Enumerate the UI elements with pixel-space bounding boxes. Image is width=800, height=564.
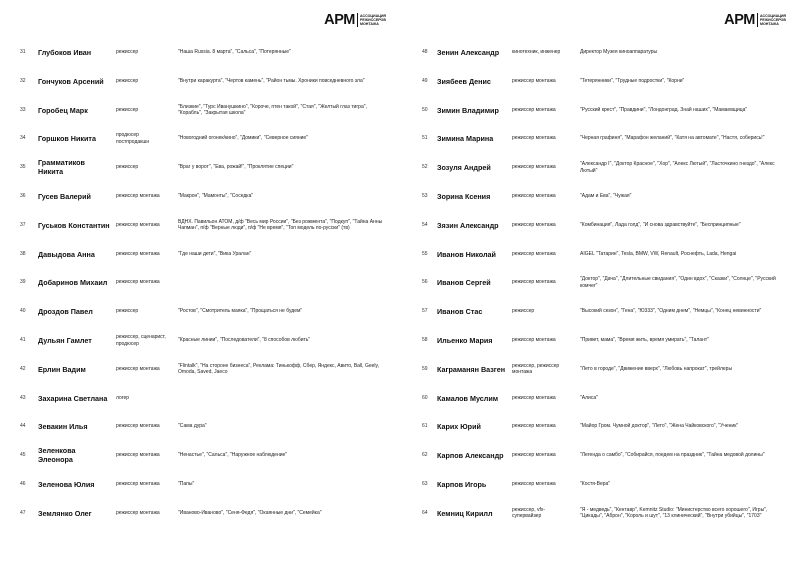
member-row	[0, 416, 400, 436]
member-works: "Александр I", "Доктор Красное", "Хор", "Алекс Лютый", "Ласточкино гнездо", "Алекс Лютый"	[580, 161, 775, 174]
member-row	[400, 359, 800, 379]
member-role: режиссер, сценарист, продюсер	[116, 334, 166, 347]
logo-text: АССОЦИАЦИЯ РЕЖИССЕРОВ МОНТАЖА	[360, 14, 386, 26]
member-number: 53	[422, 193, 428, 199]
member-number: 51	[422, 135, 428, 142]
member-number: 33	[20, 106, 26, 113]
member-row	[400, 388, 800, 408]
member-works: "Русский крест", "Правдини", "Лондонград. Знай наших", "Мамаевщица"	[580, 106, 748, 113]
member-name: Камалов Муслим	[437, 393, 499, 403]
member-name: Горшков Никита	[38, 134, 96, 144]
member-role: продюсер постпродакшн	[116, 132, 150, 145]
member-works: "Ростов", "Смотритель маяка", "Прощаться не будем"	[178, 308, 303, 315]
member-number: 54	[422, 221, 428, 228]
member-name: Захарина Светлана	[38, 393, 108, 403]
member-number: 35	[20, 164, 26, 171]
member-name: Карпов Александр	[437, 451, 504, 461]
member-row	[0, 71, 400, 91]
member-role: режиссер, режиссер монтажа	[512, 362, 560, 376]
member-number: 56	[422, 279, 428, 286]
member-role: режиссер монтажа	[512, 452, 556, 459]
member-row	[0, 186, 400, 206]
member-number: 36	[20, 193, 26, 199]
member-number: 46	[20, 481, 26, 487]
member-role: режиссер	[116, 49, 139, 55]
member-role: кинотехник, инженер	[512, 49, 561, 55]
member-name: Грамматиков Никита	[38, 158, 85, 177]
member-row	[400, 445, 800, 465]
member-works: "Иваново-Иваново", "Сеня-Федя", "Окаянные дни", "Семейка"	[178, 509, 322, 516]
member-role: режиссер монтажа	[512, 221, 556, 228]
member-role: режиссер монтажа	[116, 481, 160, 487]
logo-text: АССОЦИАЦИЯ РЕЖИССЕРОВ МОНТАЖА	[760, 14, 786, 26]
member-works: "Высокий сезон", "Гена", "Ю333", "Одним днем", "Немцы", "Конец невинности"	[580, 308, 762, 315]
member-number: 49	[422, 77, 428, 84]
member-row	[400, 186, 800, 206]
member-name: Иванов Стас	[437, 307, 483, 317]
member-works: Директор Музея киноаппаратуры	[580, 49, 658, 55]
logo-mark: АРМ	[724, 12, 755, 28]
member-number: 47	[20, 509, 26, 516]
member-works: "Макрон", "Мамонты", "Соседка"	[178, 193, 254, 199]
member-row	[0, 42, 400, 62]
member-row	[0, 272, 400, 292]
member-name: Зевакин Илья	[38, 422, 88, 432]
member-name: Гончуков Арсений	[38, 76, 104, 86]
member-works: "Доктор", "Дача", "Длительные свидания", "Один вдох", "Сказки", "Солнце", "Русский комчег"	[580, 276, 776, 289]
logo-divider	[757, 13, 758, 27]
member-role: режиссер монтажа	[512, 337, 556, 343]
member-number: 63	[422, 481, 428, 487]
member-row	[400, 215, 800, 235]
member-works: "Тетерянники", "Трудные подростки", "Корни"	[580, 77, 685, 84]
member-works: ВДНХ. Павильон АТОМ, д/ф "Весь мир России", "Без рожмента", "Подкуп", "Тайна Анны Чапман", п/ф "Верные люди", п/ф "Не время", "Топ модель по-русски" (тв)	[178, 218, 383, 232]
member-number: 31	[20, 49, 26, 55]
member-row	[400, 474, 800, 494]
member-works: "Костя-Вера"	[580, 481, 611, 487]
member-number: 61	[422, 423, 428, 430]
member-works: "Майор Гром. Чумной доктор", "Лето", "Жена Чайковского", "Ученик"	[580, 423, 739, 430]
member-role: режиссер	[116, 77, 139, 84]
member-role: режиссер монтажа	[116, 193, 160, 199]
logo	[324, 12, 392, 28]
member-row	[0, 128, 400, 148]
member-name: Добаринов Михаил	[38, 278, 108, 288]
member-row	[0, 359, 400, 379]
member-row	[400, 301, 800, 321]
member-number: 34	[20, 135, 26, 142]
member-works: "Сама дура"	[178, 423, 207, 430]
member-row	[400, 272, 800, 292]
member-role: режиссер монтажа	[512, 193, 556, 199]
member-number: 45	[20, 452, 26, 459]
member-role: режиссер	[512, 308, 535, 315]
member-row	[0, 388, 400, 408]
member-works: "Комбинация", Лада голд", "И снова здравствуйте", "Беспринципные"	[580, 221, 741, 228]
member-name: Гусев Валерий	[38, 192, 91, 201]
member-works: "Где наши дети", "Вика Уралан"	[178, 250, 252, 257]
member-number: 32	[20, 77, 26, 84]
member-row	[400, 157, 800, 177]
member-role: режиссер	[116, 106, 139, 113]
member-name: Зиябеев Денис	[437, 76, 491, 86]
member-number: 44	[20, 423, 26, 430]
member-role: режиссер монтажа	[512, 394, 556, 401]
member-works: "Легенда о самбо", "Собирайся, поедем на праздник", "Тайна медовой долины"	[580, 452, 765, 459]
member-number: 58	[422, 337, 428, 343]
member-role: режиссер монтажа	[116, 365, 160, 372]
member-name: Карпов Игорь	[437, 480, 487, 489]
member-row	[400, 100, 800, 120]
member-row	[0, 301, 400, 321]
member-name: Ерлин Вадим	[38, 364, 86, 374]
logo	[724, 12, 792, 28]
member-number: 64	[422, 509, 428, 516]
member-name: Давыдова Анна	[38, 249, 95, 259]
member-works: "Наша Russia. 8 марта", "Сальса", "Потерянные"	[178, 49, 291, 55]
member-number: 62	[422, 452, 428, 459]
member-row	[400, 128, 800, 148]
member-works: AIGEL "Татарин", Tesla, BMW, VW, Renault, Роснефть, Lada, Hengai	[580, 250, 737, 257]
member-name: Иванов Сергей	[437, 278, 491, 288]
member-row	[400, 71, 800, 91]
member-role: режиссер монтажа	[512, 279, 556, 286]
member-number: 42	[20, 365, 26, 372]
member-works: "Близкие", "Турс Иванушкино", "Короче, птен такой", "Стая", "Желтый глаз тигра", "Корабль", "Закрытая школа"	[178, 103, 367, 117]
member-works: "Красные линии", "Последователи", "8 способов любить"	[178, 337, 311, 343]
member-works: "Ненастье", "Сальса", "Наружное наблюдение"	[178, 452, 288, 459]
member-name: Зеленкова Элеонора	[38, 446, 76, 465]
member-name: Кемниц Кирилл	[437, 508, 493, 518]
member-works: "Черная графиня", "Марафон желаний", "Катя на автомате", "Настя, соберись!"	[580, 135, 765, 142]
member-role: режиссер монтажа	[512, 250, 556, 257]
member-works: "Новогодний огонек/кино", "Домики", "Северное сияние"	[178, 135, 308, 142]
right-page	[400, 0, 800, 564]
member-role: режиссер монтажа	[512, 106, 556, 113]
member-role: режиссер монтажа	[116, 250, 160, 257]
member-row	[400, 416, 800, 436]
member-role: режиссер монтажа	[116, 279, 160, 286]
member-works: "Папы"	[178, 481, 195, 487]
member-row	[400, 42, 800, 62]
member-name: Ильенко Мария	[437, 336, 493, 345]
member-row	[0, 474, 400, 494]
member-number: 41	[20, 337, 26, 343]
member-number: 50	[422, 106, 428, 113]
member-name: Каграманян Вазген	[437, 364, 506, 374]
member-name: Зеленова Юлия	[38, 480, 95, 489]
member-name: Дульян Гамлет	[38, 336, 92, 345]
member-row	[0, 100, 400, 120]
member-name: Зозуля Андрей	[437, 163, 491, 173]
logo-mark: АРМ	[324, 12, 355, 28]
member-role: режиссер монтажа	[512, 77, 556, 84]
member-role: режиссер монтажа	[116, 221, 160, 228]
member-row	[0, 215, 400, 235]
member-number: 39	[20, 279, 26, 286]
member-works: "Алиса"	[580, 394, 598, 401]
member-works: "Внутри каракурта", "Чертов камень", "Район тьмы. Хроники повседневного зла"	[178, 77, 365, 84]
member-row	[0, 157, 400, 177]
member-number: 37	[20, 221, 26, 228]
member-name: Глубоков Иван	[38, 48, 92, 57]
member-name: Зорина Ксения	[437, 192, 491, 201]
member-role: логер	[116, 394, 130, 401]
member-works: "Flintalk", "На стороне бизнеса", Реклама: Тинькофф, Сбер, Яндекс, Авито, Вall, Geely, Omoda, Saved, Jaeco	[178, 362, 380, 376]
member-role: режиссер монтажа	[512, 423, 556, 430]
member-name: Иванов Николай	[437, 249, 496, 259]
member-works: "Адам и Ева", "Чужая"	[580, 193, 632, 199]
member-name: Зимина Марина	[437, 134, 494, 144]
member-name: Карих Юрий	[437, 422, 481, 432]
member-role: режиссер, vfx-супервайзер	[512, 506, 546, 520]
member-row	[400, 330, 800, 350]
member-number: 38	[20, 250, 26, 257]
member-name: Землянко Олег	[38, 508, 92, 518]
member-name: Зязин Александр	[437, 220, 499, 230]
member-role: режиссер монтажа	[116, 452, 160, 459]
logo-divider	[357, 13, 358, 27]
member-role: режиссер монтажа	[116, 509, 160, 516]
member-role: режиссер монтажа	[116, 423, 160, 430]
member-role: режиссер	[116, 308, 139, 315]
member-role: режиссер монтажа	[512, 164, 556, 171]
member-row	[400, 503, 800, 523]
member-number: 40	[20, 308, 26, 315]
member-name: Дроздов Павел	[38, 307, 93, 317]
member-name: Гуськов Константин	[38, 220, 110, 230]
member-number: 48	[422, 49, 428, 55]
member-number: 52	[422, 164, 428, 171]
member-role: режиссер монтажа	[512, 135, 556, 142]
member-name: Горобец Марк	[38, 105, 88, 115]
member-works: "Лето в городе", "Движение вверх", "Любовь напрокат", трейлеры	[580, 365, 733, 372]
member-name: Зимин Владимир	[437, 105, 499, 115]
member-number: 57	[422, 308, 428, 315]
member-row	[0, 503, 400, 523]
member-role: режиссер монтажа	[512, 481, 556, 487]
member-row	[0, 244, 400, 264]
member-number: 55	[422, 250, 428, 257]
member-row	[0, 445, 400, 465]
member-number: 59	[422, 365, 428, 372]
member-row	[400, 244, 800, 264]
member-row	[0, 330, 400, 350]
member-name: Зенин Александр	[437, 48, 500, 57]
member-works: "Враг у ворот", "Ева, рожай!", "Проклятие специи"	[178, 164, 294, 171]
member-works: "Привет, мама", "Время жить, время умирать", "Талант"	[580, 337, 709, 343]
member-number: 43	[20, 394, 26, 401]
member-role: режиссер	[116, 164, 139, 171]
member-number: 60	[422, 394, 428, 401]
member-works: "Я - медведь", "Кентавр", Kemnitz Studio: "Министерство всего хорошего", Игры", "Цикады", "Аброн", "Король и шут", "13 клинический", "Внутри убийцы", "1703"	[580, 506, 768, 520]
